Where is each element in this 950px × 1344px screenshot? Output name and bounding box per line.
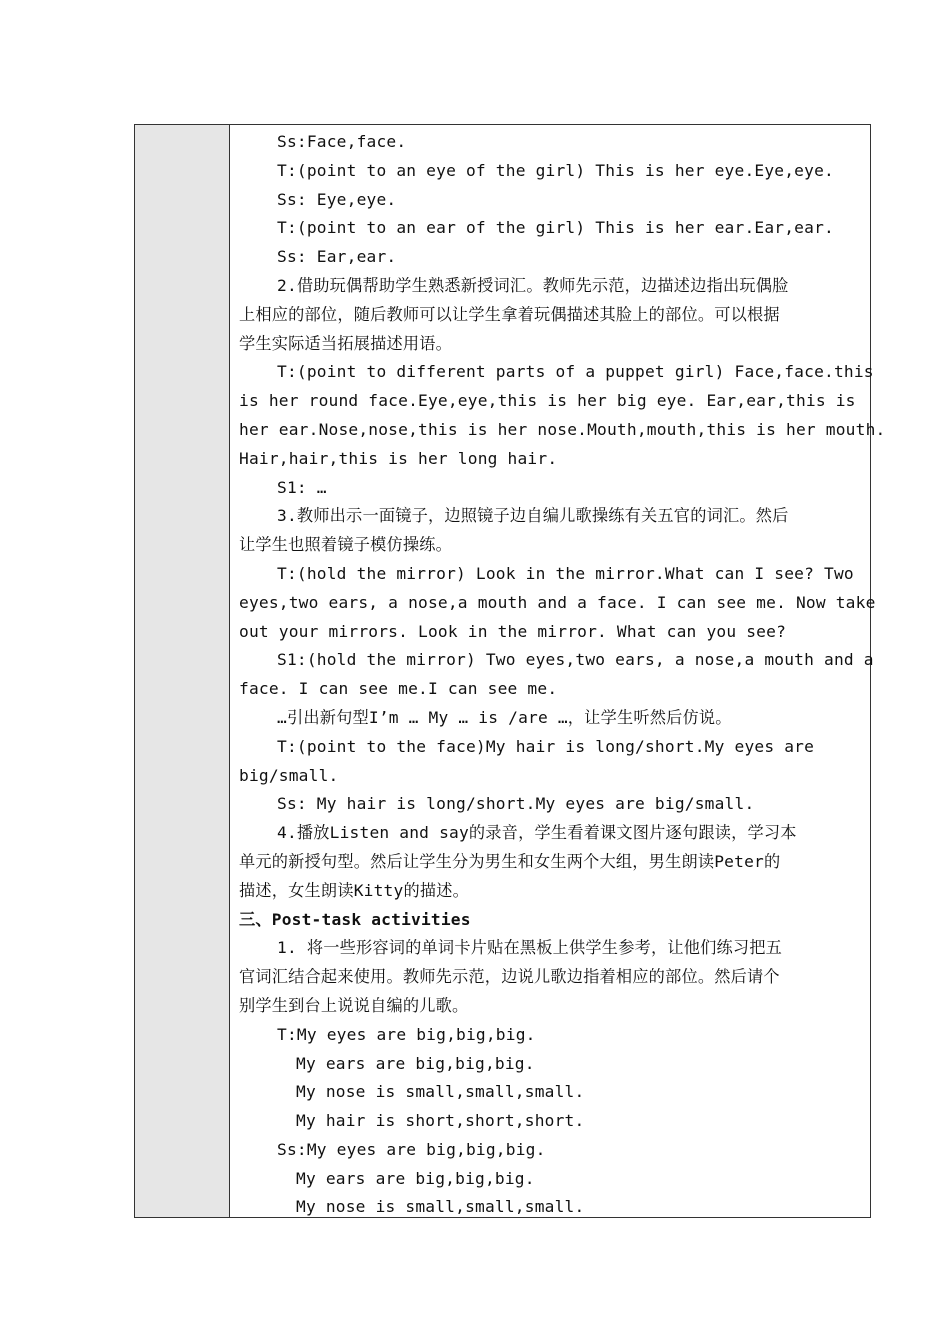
- text-line: 3.教师出示一面镜子，边照镜子边自编儿歌操练有关五官的词汇。然后: [277, 506, 789, 526]
- text-line: 4.播放Listen and say的录音，学生看着课文图片逐句跟读，学习本: [277, 823, 797, 843]
- text-line: 2.借助玩偶帮助学生熟悉新授词汇。教师先示范，边描述边指出玩偶脸: [277, 275, 789, 295]
- text-line: Ss:Face,face.: [277, 132, 407, 151]
- left-label-column: [135, 125, 230, 1217]
- text-line: 单元的新授句型。然后让学生分为男生和女生两个大组，男生朗读Peter的: [239, 851, 781, 871]
- text-line: S1: …: [277, 477, 327, 497]
- text-line: My nose is small,small,small.: [296, 1197, 585, 1217]
- lesson-table: [134, 124, 886, 1218]
- text-line: My ears are big,big,big.: [296, 1168, 535, 1188]
- text-line: My ears are big,big,big.: [296, 1053, 535, 1073]
- text-line: face. I can see me.I can see me.: [239, 679, 558, 699]
- section-heading: 三、Post-task activities: [239, 909, 471, 929]
- text-line: T:(hold the mirror) Look in the mirror.What can I see? Two: [277, 563, 854, 583]
- lesson-content-cell: [239, 128, 886, 1222]
- text-line: T:(point to the face)My hair is long/short.My eyes are: [277, 736, 815, 756]
- text-line: eyes,two ears, a nose,a mouth and a face. I can see me. Now take: [239, 592, 876, 612]
- text-line: T:My eyes are big,big,big.: [277, 1024, 536, 1044]
- text-line: out your mirrors. Look in the mirror. What can you see?: [239, 621, 787, 641]
- text-line: T:(point to an eye of the girl) This is her eye.Eye,eye.: [277, 160, 834, 180]
- text-line: Hair,hair,this is her long hair.: [239, 448, 558, 468]
- text-line: 让学生也照着镜子模仿操练。: [239, 535, 453, 555]
- text-line: 别学生到台上说说自编的儿歌。: [239, 995, 469, 1015]
- text-line: …引出新句型I’m … My … is /are …，让学生听然后仿说。: [277, 707, 732, 727]
- text-line: T:(point to an ear of the girl) This is her ear.Ear,ear.: [277, 218, 834, 238]
- text-line: Ss: Ear,ear.: [277, 247, 397, 267]
- text-line: her ear.Nose,nose,this is her nose.Mouth,mouth,this is her mouth.: [239, 419, 886, 439]
- text-line: is her round face.Eye,eye,this is her big eye. Ear,ear,this is: [239, 391, 856, 411]
- text-line: 描述，女生朗读Kitty的描述。: [239, 880, 469, 900]
- text-line: Ss: My hair is long/short.My eyes are big/small.: [277, 794, 755, 814]
- text-line: Ss:My eyes are big,big,big.: [277, 1139, 546, 1159]
- text-line: S1:(hold the mirror) Two eyes,two ears, a nose,a mouth and a: [277, 650, 874, 670]
- text-line: My nose is small,small,small.: [296, 1082, 585, 1102]
- text-line: 学生实际适当拓展描述用语。: [239, 333, 453, 353]
- text-line: 上相应的部位，随后教师可以让学生拿着玩偶描述其脸上的部位。可以根据: [239, 304, 780, 324]
- text-line: big/small.: [239, 765, 339, 785]
- text-line: 官词汇结合起来使用。教师先示范，边说儿歌边指着相应的部位。然后请个: [239, 967, 780, 987]
- text-line: 1. 将一些形容词的单词卡片贴在黑板上供学生参考，让他们练习把五: [277, 938, 783, 958]
- text-line: Ss: Eye,eye.: [277, 189, 397, 209]
- text-line: My hair is short,short,short.: [296, 1111, 585, 1131]
- text-line: T:(point to different parts of a puppet girl) Face,face.this: [277, 362, 874, 382]
